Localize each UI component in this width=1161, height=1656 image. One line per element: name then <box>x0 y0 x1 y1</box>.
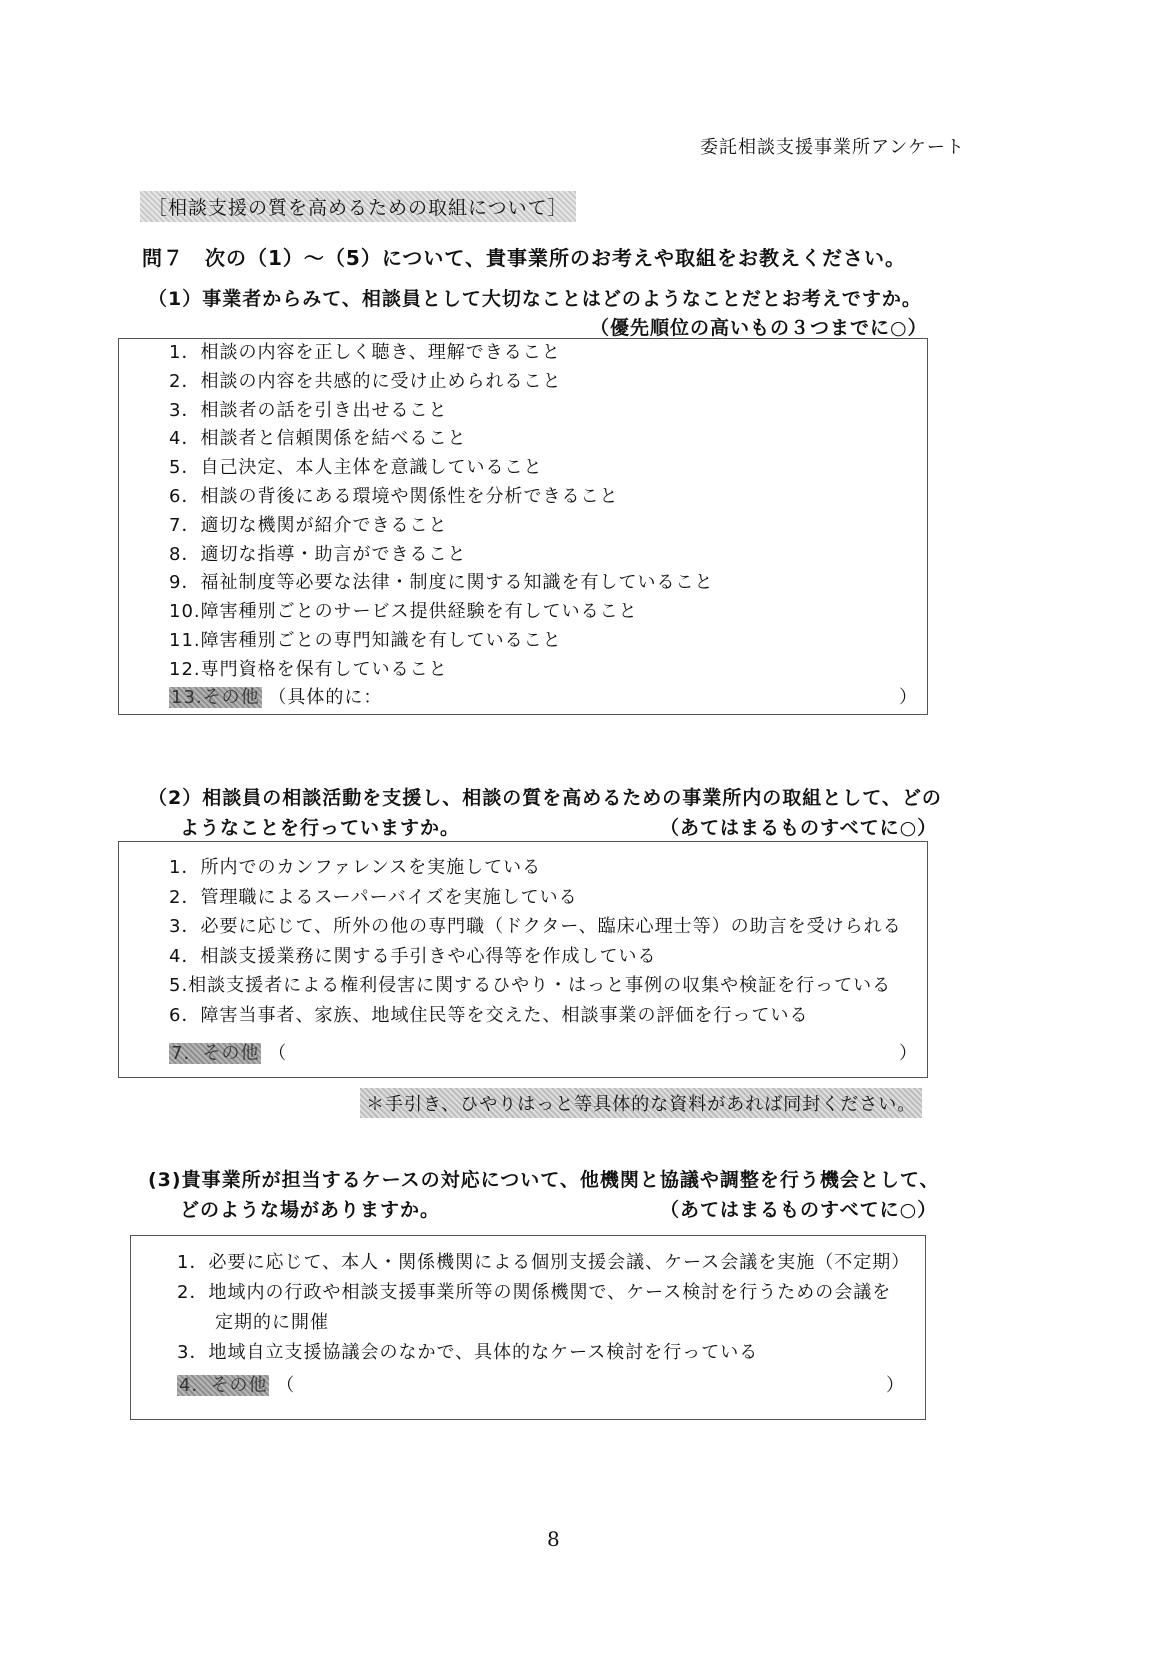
q3-other-row <box>177 1371 295 1397</box>
question-heading: 問７ 次の（1）～（5）について、貴事業所のお考えや取組をお教えください。 <box>142 246 907 270</box>
q1-other-close: ） <box>899 687 917 708</box>
page-number: 8 <box>547 1527 560 1551</box>
q1-other-row <box>169 683 382 709</box>
list-item: 4．相談者と信頼関係を結べること <box>169 428 467 450</box>
q3-options-list <box>177 1248 910 1368</box>
section-title: ［相談支援の質を高めるための取組について］ <box>140 191 576 222</box>
list-item: 6．相談の背後にある環境や関係性を分析できること <box>169 485 619 507</box>
list-item: 9．福祉制度等必要な法律・制度に関する知識を有していること <box>169 572 714 594</box>
q3-text-line2: どのような場がありますか。 <box>180 1199 441 1221</box>
document-header: 委託相談支援事業所アンケート <box>700 137 965 158</box>
q1-options-list <box>169 339 713 685</box>
q3-options-box <box>130 1235 926 1420</box>
list-item: 12.専門資格を保有していること <box>169 658 448 680</box>
list-item: 5．自己決定、本人主体を意識していること <box>169 457 543 479</box>
list-item: 4．相談支援業務に関する手引きや心得等を作成している <box>169 945 657 967</box>
list-item: 11.障害種別ごとの専門知識を有していること <box>169 629 562 651</box>
q2-other-row <box>169 1039 287 1065</box>
q2-other-close: ） <box>899 1043 917 1064</box>
list-item: 3．相談者の話を引き出せること <box>169 399 448 421</box>
q2-other-label: 7．その他 <box>171 1043 260 1064</box>
q2-options-box <box>118 841 928 1078</box>
q1-other-label: 13.その他 <box>171 687 260 708</box>
q3-other-label: 4．その他 <box>179 1375 268 1396</box>
list-item: 2．地域内の行政や相談支援事業所等の関係機関で、ケース検討を行うための会議を <box>177 1282 892 1303</box>
q2-note: （あてはまるものすべてに○） <box>660 817 938 839</box>
list-item: 2．管理職によるスーパーバイズを実施している <box>169 886 578 908</box>
q1-other-text: （具体的に： <box>268 687 383 708</box>
list-item: 1．相談の内容を正しく聴き、理解できること <box>169 342 561 363</box>
q1-options-box <box>118 338 928 715</box>
q3-text-line1: (3)貴事業所が担当するケースの対応について、他機関と協議や調整を行う機会として、 <box>148 1169 940 1191</box>
list-item: 定期的に開催 <box>177 1312 329 1333</box>
q3-note: （あてはまるものすべてに○） <box>660 1199 938 1221</box>
list-item: 1．必要に応じて、本人・関係機関による個別支援会議、ケース会議を実施（不定期） <box>177 1252 911 1273</box>
q1-note: （優先順位の高いもの３つまでに○） <box>590 317 928 339</box>
list-item: 5.相談支援者による権利侵害に関するひやり・はっと事例の収集や検証を行っている <box>169 975 892 996</box>
list-item: 3．地域自立支援協議会のなかで、具体的なケース検討を行っている <box>177 1342 759 1363</box>
q2-text-line2: ようなことを行っていますか。 <box>180 817 461 839</box>
q2-other-text: （ <box>268 1043 288 1064</box>
list-item: 3．必要に応じて、所外の他の専門職（ドクター、臨床心理士等）の助言を受けられる <box>169 916 902 937</box>
q3-other-close: ） <box>886 1375 904 1396</box>
q1-text: （1）事業者からみて、相談員として大切なことはどのようなことだとお考えですか。 <box>148 288 922 310</box>
q2-enclosure-notice: ＊手引き、ひやりはっと等具体的な資料があれば同封ください。 <box>360 1088 922 1118</box>
list-item: 10.障害種別ごとのサービス提供経験を有していること <box>169 601 638 623</box>
q2-text-line1: （2）相談員の相談活動を支援し、相談の質を高めるための事業所内の取組として、どの <box>148 787 942 809</box>
q3-other-text: （ <box>276 1375 296 1396</box>
list-item: 1．所内でのカンファレンスを実施している <box>169 857 542 878</box>
q2-options-list <box>169 853 902 1030</box>
list-item: 7．適切な機関が紹介できること <box>169 514 448 536</box>
list-item: 6．障害当事者、家族、地域住民等を交えた、相談事業の評価を行っている <box>169 1004 809 1026</box>
list-item: 2．相談の内容を共感的に受け止められること <box>169 370 562 392</box>
list-item: 8．適切な指導・助言ができること <box>169 543 467 565</box>
